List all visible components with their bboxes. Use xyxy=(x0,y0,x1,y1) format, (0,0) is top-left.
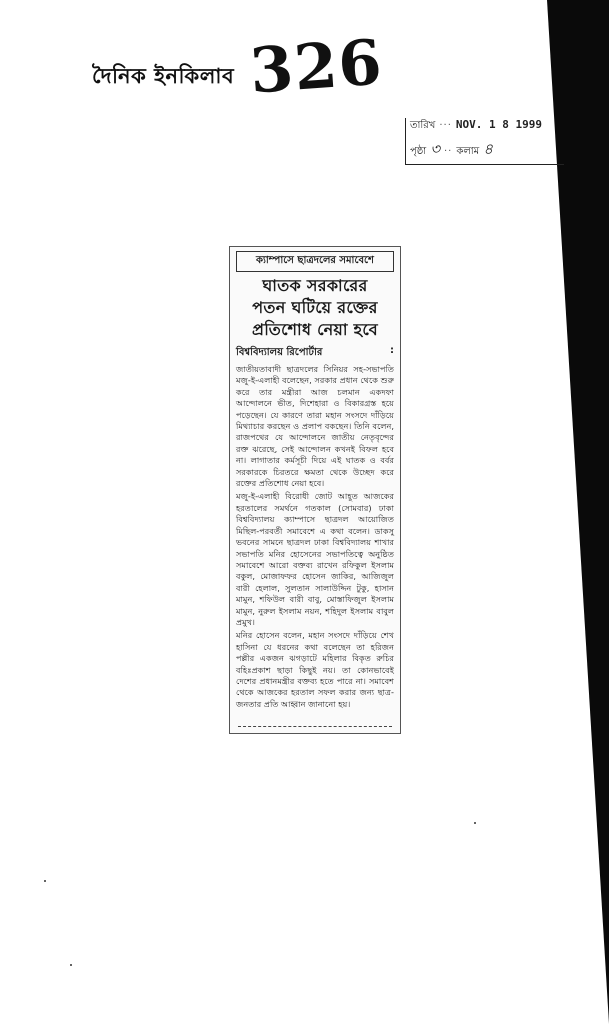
clipping-byline xyxy=(236,345,394,362)
stamp-column-label: কলাম xyxy=(456,146,480,157)
stamp-date-value: NOV. 1 8 1999 xyxy=(455,118,542,131)
stamp-date-label: তারিখ xyxy=(410,120,436,131)
newspaper-clipping xyxy=(229,246,401,734)
stamp-page-label: পৃষ্ঠা xyxy=(410,146,427,157)
clipping-kicker: ক্যাম্পাসে ছাত্রদলের সমাবেশে xyxy=(236,251,394,272)
article-paragraph: মনির হোসেন বলেন, মহান সংসদে দাঁড়িয়ে শেখ হাসিনা যে ধরনের কথা বলেছেন তা হরিজন পল্লীর একজন ঝগড়াটে মহিলার বিকৃত রুচির বহিঃপ্রকাশ ছাড়া কিছুই নয়। তা কোনভাবেই দেশের প্রধানমন্ত্রীর বক্তব্য হতে পারে না। সমাবেশ থেকে আজকের হরতাল সফল করার জন্য ছাত্র-জনতার প্রতি আহ্বান জানানো হয়। xyxy=(236,630,394,709)
scan-speck xyxy=(70,964,72,966)
newspaper-name: দৈনিক ইনকিলাব xyxy=(92,64,235,88)
headline-line: ঘাতক সরকারের xyxy=(262,276,368,295)
stamp-column-value: ৪ xyxy=(483,140,493,158)
clipping-bottom-rule xyxy=(238,726,392,727)
scan-speck xyxy=(44,880,46,882)
handwritten-file-number: 326 xyxy=(247,25,385,108)
article-paragraph: জাতীয়তাবাদী ছাত্রদলের সিনিয়র সহ-সভাপতি মজু-ই-এলাহী বলেছেন, সরকার প্রধান থেকে শুরু করে তার মন্ত্রীরা আজ চলমান একদফা আন্দোলনে ভীত, দিশেহারা ও বিকারগ্রস্ত হয়ে পড়েছেন। যে কারণে তারা মহান সংসদে দাঁড়িয়ে মিথ্যাচার করছেন ও প্রলাপ বকছেন। তিনি বলেন, রাজপথের যে আন্দোলনে জাতীয় নেতৃবৃন্দের রক্ত ঝরেছে, সেই আন্দোলন কখনই বিফল হবে না। লাগাতার কর্মসূচী দিয়ে এই ঘাতক ও বর্বর সরকারকে চিরতরে ক্ষমতা থেকে উচ্ছেদ করে রক্তের প্রতিশোধ নেয়া হবে। xyxy=(236,364,394,489)
stamp-dots: ·· xyxy=(443,146,453,157)
headline-line: পতন ঘটিয়ে রক্তের xyxy=(252,298,378,317)
headline-line: প্রতিশোধ নেয়া হবে xyxy=(251,320,379,339)
scan-speck xyxy=(474,822,476,824)
clipping-headline xyxy=(236,275,394,341)
article-paragraph: মজু-ই-এলাহী বিরোধী জোট আহূত আজকের হরতালের সমর্থনে গতকাল (সোমবার) ঢাকা বিশ্ববিদ্যালয় ক্যাম্পাসে ছাত্রদল আয়োজিত মিছিল-পরবর্তী সমাবেশে এ কথা বলেন। ডাকসু ভবনের সামনে ছাত্রদল ঢাকা বিশ্ববিদ্যালয় শাখার সভাপতি মনির হোসেনের সভাপতিত্বে অনুষ্ঠিত সমাবেশে আরো বক্তব্য রাখেন রফিকুল ইসলাম বকুল, মোজাফফর হোসেন জাকির, আজিজুল বারী হেলাল, সুলতান সালাউদ্দিন টুকু, হাসান মামুন, শফিউল বারী বাবু, মোস্তাফিজুল ইসলাম মামুন, নুরুল ইসলাম নয়ন, শহিদুল ইসলাম বাবুল প্রমুখ। xyxy=(236,491,394,627)
date-stamp xyxy=(405,118,564,165)
byline-colon: : xyxy=(390,345,394,356)
byline-text: বিশ্ববিদ্যালয় রিপোর্টার xyxy=(236,347,323,358)
stamp-date-row xyxy=(406,118,564,138)
stamp-dots: ··· xyxy=(439,120,452,131)
stamp-page-row xyxy=(406,138,564,158)
stamp-page-value: ৩ xyxy=(430,140,440,158)
